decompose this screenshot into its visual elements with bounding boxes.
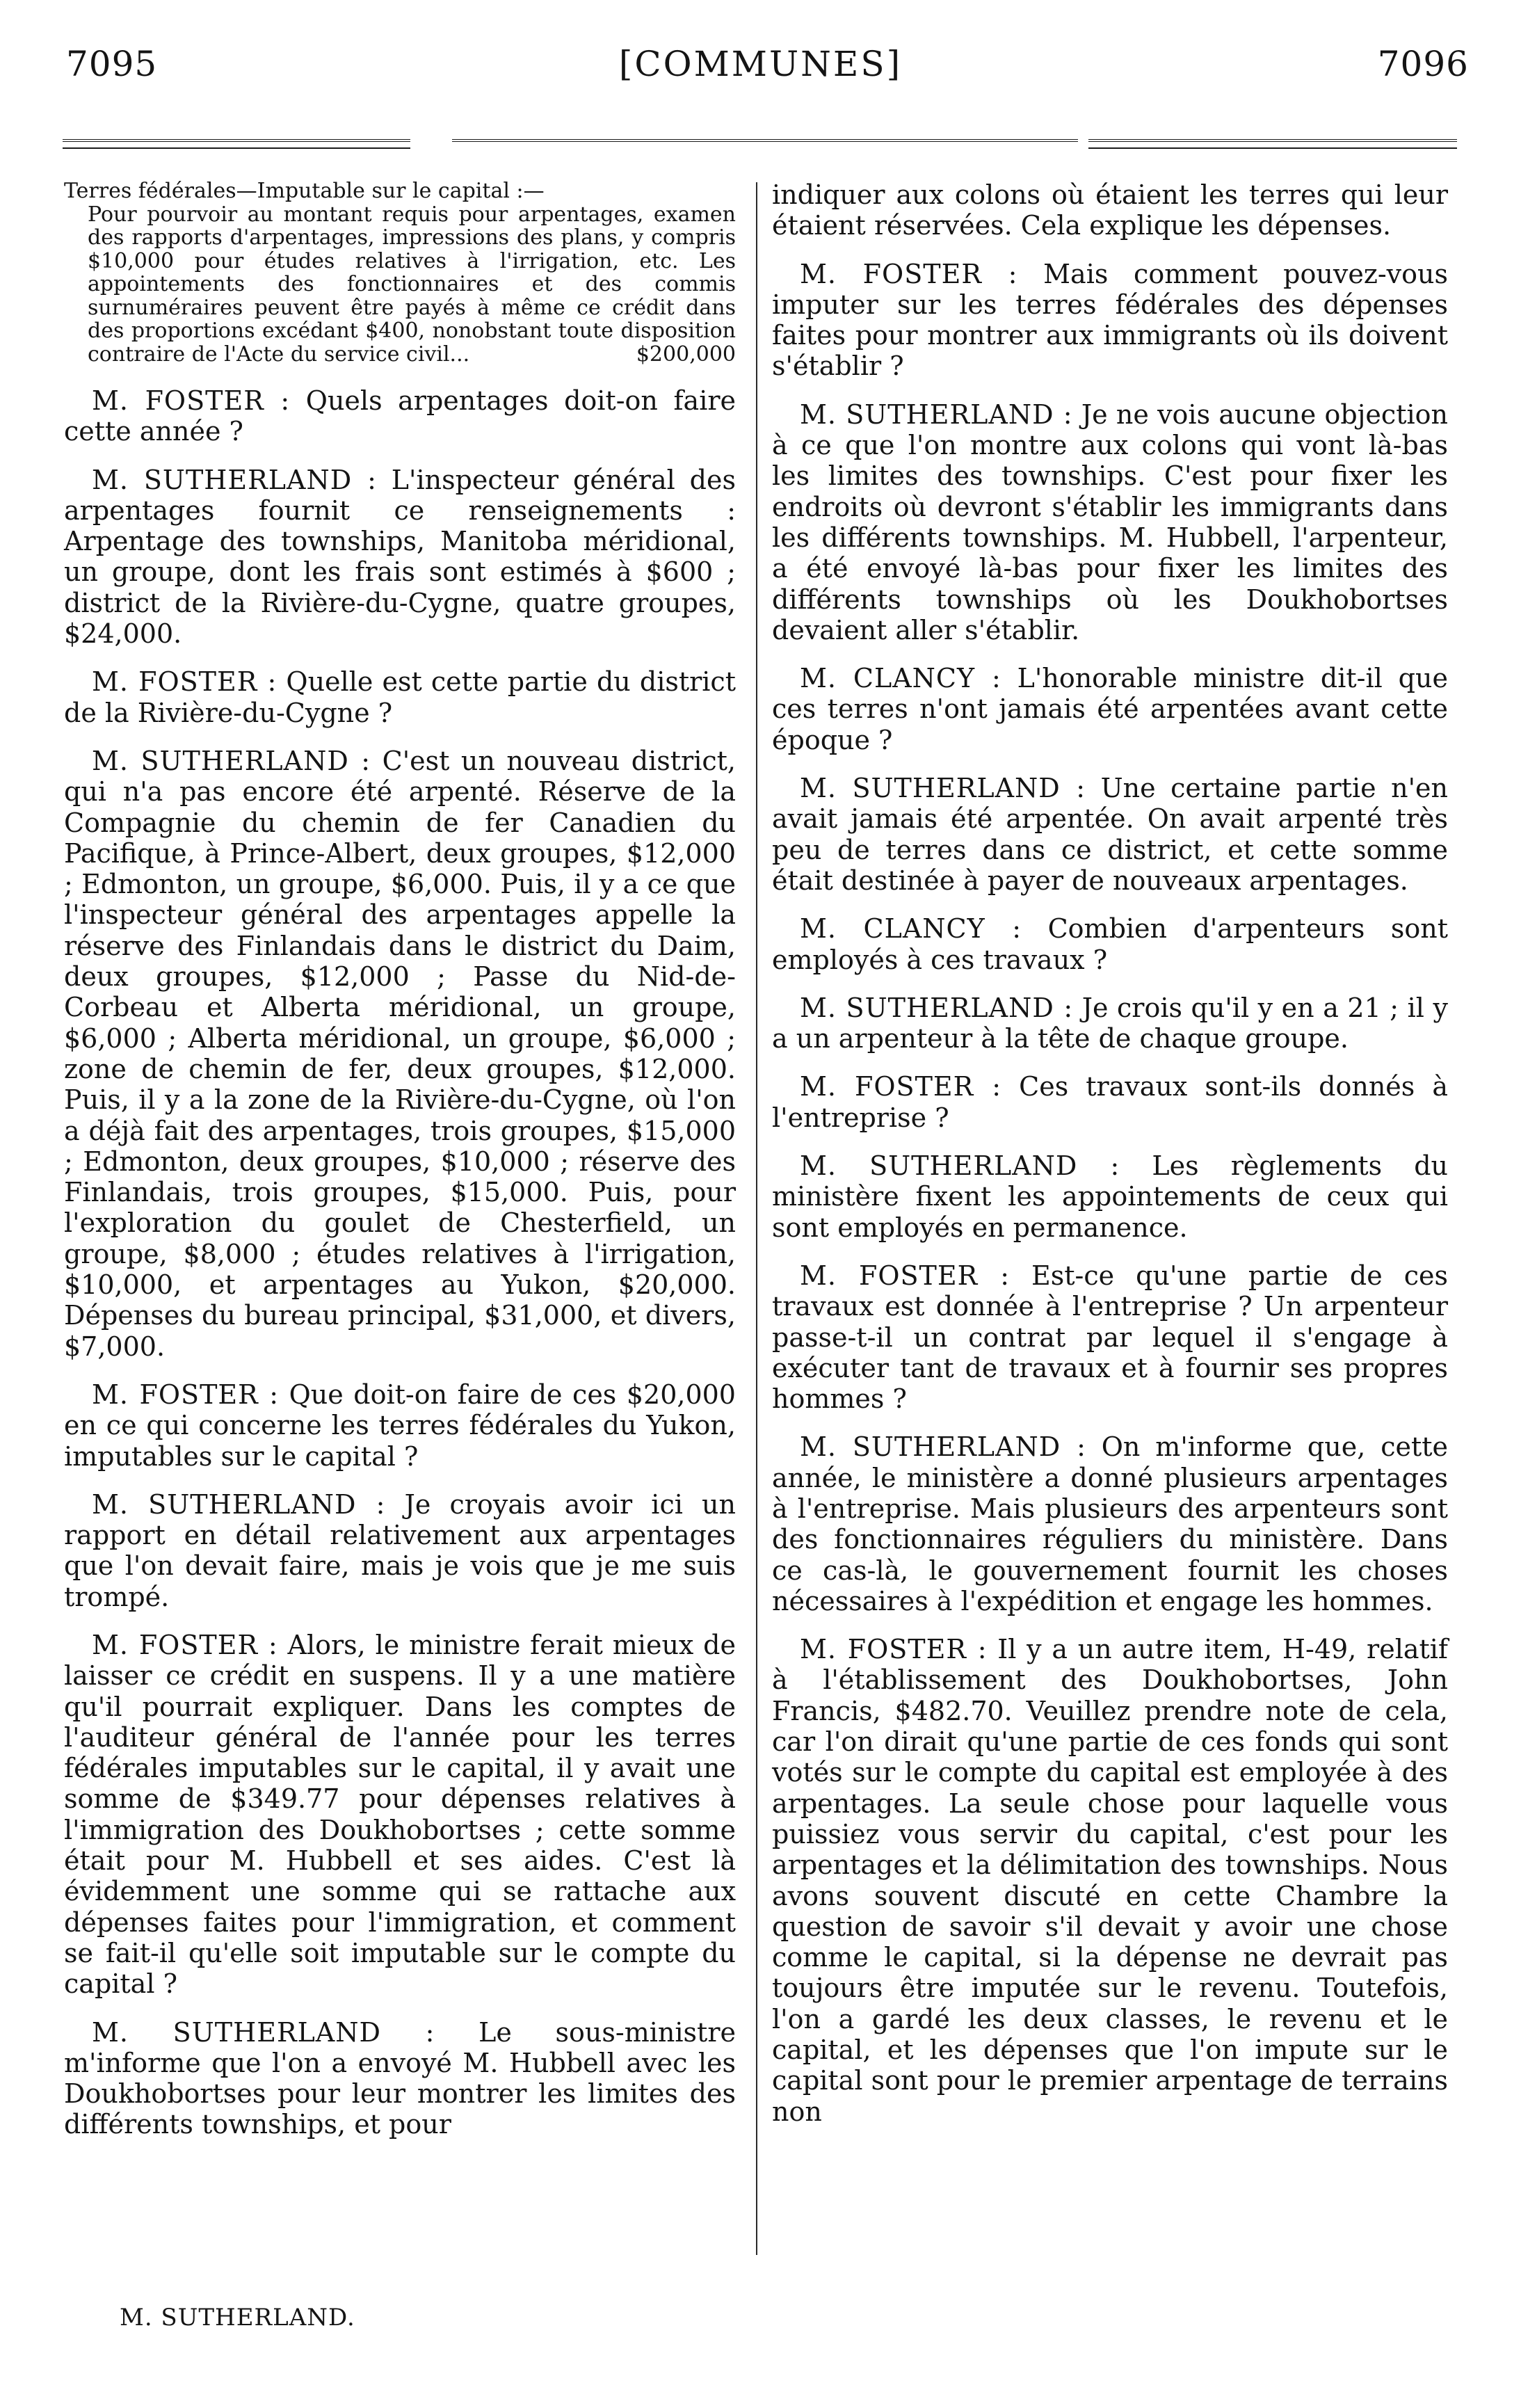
speech-text: Quelle est cette partie du district de la Rivière-du-Cygne ? (64, 666, 736, 728)
speaker-name: M. SUTHERLAND : (92, 1488, 386, 1520)
speaker-name: M. SUTHERLAND : (800, 399, 1073, 430)
debate-paragraph (64, 385, 736, 447)
speaker-name: M. SUTHERLAND : (800, 992, 1074, 1023)
debate-paragraph (772, 993, 1448, 1054)
speaker-name: M. SUTHERLAND : (800, 773, 1086, 804)
debate-paragraph (772, 399, 1448, 645)
speech-text: L'inspecteur général des arpentages fournit ce renseignements : Arpentage des townships, Manitoba méridional, un groupe, dont les frais sont estimés à $600 ; district de la Rivière-du-Cygne, quatre groupes, $24,000. (64, 464, 736, 650)
speech-text: Le sous-ministre m'informe que l'on a envoyé M. Hubbell avec les Doukhobortses pour leur montrer les limites des différents townships, et pour (64, 2016, 736, 2140)
page-header-title: [COMMUNES] (618, 44, 903, 84)
header-rule-center (452, 139, 1078, 142)
debate-paragraph (64, 746, 736, 1362)
debate-paragraph (772, 259, 1448, 382)
header-rule-right (1088, 139, 1457, 142)
debate-paragraph (772, 913, 1448, 975)
speaker-name: M. FOSTER : (800, 1634, 988, 1665)
header-rule-left-lower (63, 147, 410, 149)
speech-text: Une certaine partie n'en avait jamais été arpentée. On avait arpenté très peu de terres dans ce district, et cette somme était destinée à payer de nouveaux arpentages. (772, 773, 1448, 896)
page-number-left: 7095 (66, 44, 158, 84)
footer-speaker-name: M. SUTHERLAND. (120, 2304, 355, 2331)
speaker-name: M. FOSTER : (800, 258, 1018, 289)
speech-text: C'est un nouveau district, qui n'a pas encore été arpenté. Réserve de la Compagnie du chemin de fer Canadien du Pacifique, à Prince-Albert, deux groupes, $12,000 ; Edmonton, un groupe, $6,000. Puis, il y a ce que l'inspecteur général des arpentages appelle la réserve des Finlandais dans le district du Daim, deux groupes, $12,000 ; Passe du Nid-de-Corbeau et Alberta méridional, un groupe, $6,000 ; Alberta méridional, un groupe, $6,000 ; zone de chemin de fer, deux groupes, $12,000. Puis, il y a la zone de la Rivière-du-Cygne, où l'on a déjà fait des arpentages, trois groupes, $15,000 ; Edmonton, deux groupes, $10,000 ; réserve des Finlandais, trois groupes, $15,000. Puis, pour l'exploration du goulet de Chesterfield, un groupe, $8,000 ; études relatives à l'irrigation, $10,000, et arpentages au Yukon, $20,000. Dépenses du bureau principal, $31,000, et divers, $7,000. (64, 745, 736, 1362)
debate-paragraph (772, 663, 1448, 755)
estimate-heading: Terres fédérales—Imputable sur le capital :— (64, 179, 545, 203)
speech-text: Ces travaux sont-ils donnés à l'entreprise ? (772, 1071, 1448, 1133)
speaker-name: M. CLANCY : (800, 663, 1001, 694)
speaker-name: M. FOSTER : (800, 1071, 1002, 1102)
debate-paragraph (772, 1431, 1448, 1616)
left-column (64, 179, 736, 2158)
estimate-text: Pour pourvoir au montant requis pour arpentages, examen des rapports d'arpentages, impressions des plans, y compris $10,000 pour études relatives à l'irrigation, etc. Les appointements des fonctionnaires et des commis surnuméraires peuvent être payés à même ce crédit dans des proportions excédant $400, nonobstant toute disposition contraire de l'Acte du service civil... (88, 202, 736, 367)
debate-paragraph (64, 1379, 736, 1472)
speech-text: Alors, le ministre ferait mieux de laisser ce crédit en suspens. Il y a une matière qu'il pourrait expliquer. Dans les comptes de l'auditeur général de l'année pour les terres fédérales imputables sur le capital, il y avait une somme de $349.77 pour dépenses relatives à l'immigration des Doukhobortses ; cette somme était pour M. Hubbell et ses aides. C'est là évidemment une somme qui se rattache aux dépenses faites pour l'immigration, et comment se fait-il qu'elle soit imputable sur le compte du capital ? (64, 1629, 736, 2000)
debate-paragraph (64, 2017, 736, 2140)
debate-paragraph (772, 1634, 1448, 2127)
continued-paragraph: indiquer aux colons où étaient les terres qui leur étaient réservées. Cela explique les dépenses. (772, 179, 1448, 241)
speaker-name: M. SUTHERLAND : (800, 1150, 1120, 1182)
speaker-name: M. CLANCY : (800, 913, 1022, 945)
speech-text: Combien d'arpenteurs sont employés à ces travaux ? (772, 913, 1448, 975)
speech-text: Je croyais avoir ici un rapport en détail relativement aux arpentages que l'on devait faire, mais je vois que je me suis trompé. (64, 1488, 736, 1612)
speaker-name: M. SUTHERLAND : (92, 464, 377, 495)
speaker-name: M. FOSTER : (92, 666, 277, 698)
speaker-name: M. FOSTER : (92, 385, 291, 416)
speech-text: L'honorable ministre dit-il que ces terres n'ont jamais été arpentées avant cette époque ? (772, 663, 1448, 755)
page-number-right: 7096 (1377, 44, 1469, 84)
estimate-description (64, 203, 736, 367)
speaker-name: M. SUTHERLAND : (92, 745, 371, 776)
header-rule-left (63, 139, 410, 142)
debate-paragraph (772, 773, 1448, 896)
debate-paragraph (64, 666, 736, 728)
column-divider (756, 182, 757, 2255)
speech-text: Il y a un autre item, H-49, relatif à l'établissement des Doukhobortses, John Francis, $482.70. Veuillez prendre note de cela, car l'on dirait qu'une partie de ces fonds qui sont votés sur le compte du capital est employée à des arpentages. La seule chose pour laquelle vous puissiez vous servir du capital, c'est pour les arpentages et la délimitation des townships. Nous avons souvent discuté en cette Chambre la question de savoir s'il devait y avoir une chose comme le capital, si la dépense ne devrait pas toujours être imputée sur le revenu. Toutefois, l'on a gardé les deux classes, le revenu et le capital, et les dépenses que l'on impute sur le capital sont pour le premier arpentage de terrains non (772, 1634, 1449, 2127)
speech-text: Mais comment pouvez-vous imputer sur les terres fédérales des dépenses faites pour montrer aux immigrants où ils doivent s'établir ? (772, 258, 1448, 382)
speaker-name: M. FOSTER : (800, 1260, 1011, 1291)
speech-text: Que doit-on faire de ces $20,000 en ce qui concerne les terres fédérales du Yukon, imputables sur le capital ? (64, 1379, 736, 1472)
speech-text: Je ne vois aucune objection à ce que l'on montre aux colons qui vont là-bas les limites des townships. C'est pour fixer les endroits où devront s'établir les immigrants dans les différents townships. M. Hubbell, l'arpenteur, a été envoyé là-bas pour fixer les limites des différents townships où les Doukhobortses devaient aller s'établir. (772, 399, 1448, 645)
speaker-name: M. SUTHERLAND : (800, 1431, 1086, 1463)
header-rule-right-lower (1088, 147, 1457, 149)
debate-paragraph (772, 1260, 1448, 1414)
estimate-amount: $200,000 (636, 342, 736, 367)
speech-text: Les règlements du ministère fixent les appointements de ceux qui sont employés en permanence. (772, 1150, 1448, 1243)
speech-text: Est-ce qu'une partie de ces travaux est donnée à l'entreprise ? Un arpenteur passe-t-il un contrat par lequel il s'engage à exécuter tant de travaux et à fournir ses propres hommes ? (772, 1260, 1448, 1415)
speaker-name: M. FOSTER : (92, 1629, 278, 1660)
speech-text: On m'informe que, cette année, le ministère a donné plusieurs arpentages à l'entreprise. Mais plusieurs des arpenteurs sont des fonctionnaires réguliers du ministère. Dans ce cas-là, le gouvernement fournit les choses nécessaires à l'expédition et engage les hommes. (772, 1431, 1448, 1616)
speaker-name: M. FOSTER : (92, 1379, 280, 1410)
speech-text: Je crois qu'il y en a 21 ; il y a un arpenteur à la tête de chaque groupe. (772, 992, 1448, 1054)
estimate-item (64, 179, 736, 366)
debate-paragraph (772, 1071, 1448, 1133)
debate-paragraph (64, 1489, 736, 1612)
debate-paragraph (64, 1630, 736, 2000)
debate-paragraph (772, 1150, 1448, 1243)
right-column (772, 179, 1448, 2144)
debate-paragraph (64, 465, 736, 650)
speech-text: Quels arpentages doit-on faire cette année ? (64, 385, 736, 447)
speaker-name: M. SUTHERLAND : (92, 2016, 435, 2048)
